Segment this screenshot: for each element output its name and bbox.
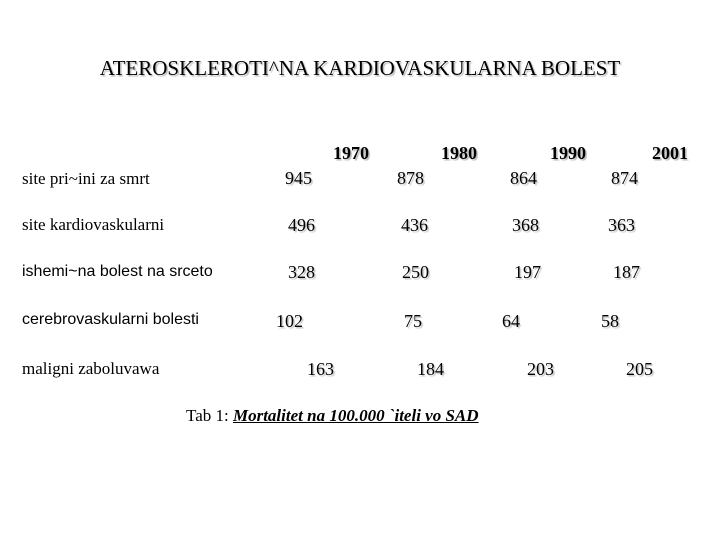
year-header: 2001 (652, 143, 688, 163)
table-cell: 945 (285, 168, 312, 188)
caption-prefix: Tab 1: (186, 406, 233, 425)
year-header: 1990 (550, 143, 586, 163)
year-header: 1970 (333, 143, 369, 163)
row-label: maligni zaboluvawa (22, 359, 160, 378)
table-cell: 874 (611, 168, 638, 188)
table-cell: 205 (626, 359, 653, 379)
table-caption (186, 407, 479, 424)
slide-title: ATEROSKLEROTI^NA KARDIOVASKULARNA BOLEST (99, 56, 621, 80)
table-cell: 328 (288, 262, 315, 282)
table-cell: 436 (401, 215, 428, 235)
table-cell: 187 (613, 262, 640, 282)
table-cell: 197 (514, 262, 541, 282)
table-cell: 250 (402, 262, 429, 282)
row-label: site pri~ini za smrt (22, 169, 150, 188)
row-label: cerebrovaskularni bolesti (22, 311, 199, 328)
table-cell: 75 (404, 311, 422, 331)
row-label: site kardiovaskularni (22, 215, 165, 234)
table-cell: 368 (512, 215, 539, 235)
table-cell: 184 (417, 359, 444, 379)
table-cell: 878 (397, 168, 424, 188)
table-cell: 363 (608, 215, 635, 235)
table-cell: 163 (307, 359, 334, 379)
row-label: ishemi~na bolest na srceto (22, 263, 213, 280)
table-cell: 496 (288, 215, 315, 235)
caption-emphasis: Mortalitet na 100.000 `iteli vo SAD (232, 406, 479, 425)
table-cell: 58 (601, 311, 619, 331)
table-cell: 864 (510, 168, 537, 188)
table-cell: 203 (527, 359, 554, 379)
table-cell: 64 (502, 311, 520, 331)
year-header: 1980 (441, 143, 477, 163)
table-cell: 102 (276, 311, 303, 331)
